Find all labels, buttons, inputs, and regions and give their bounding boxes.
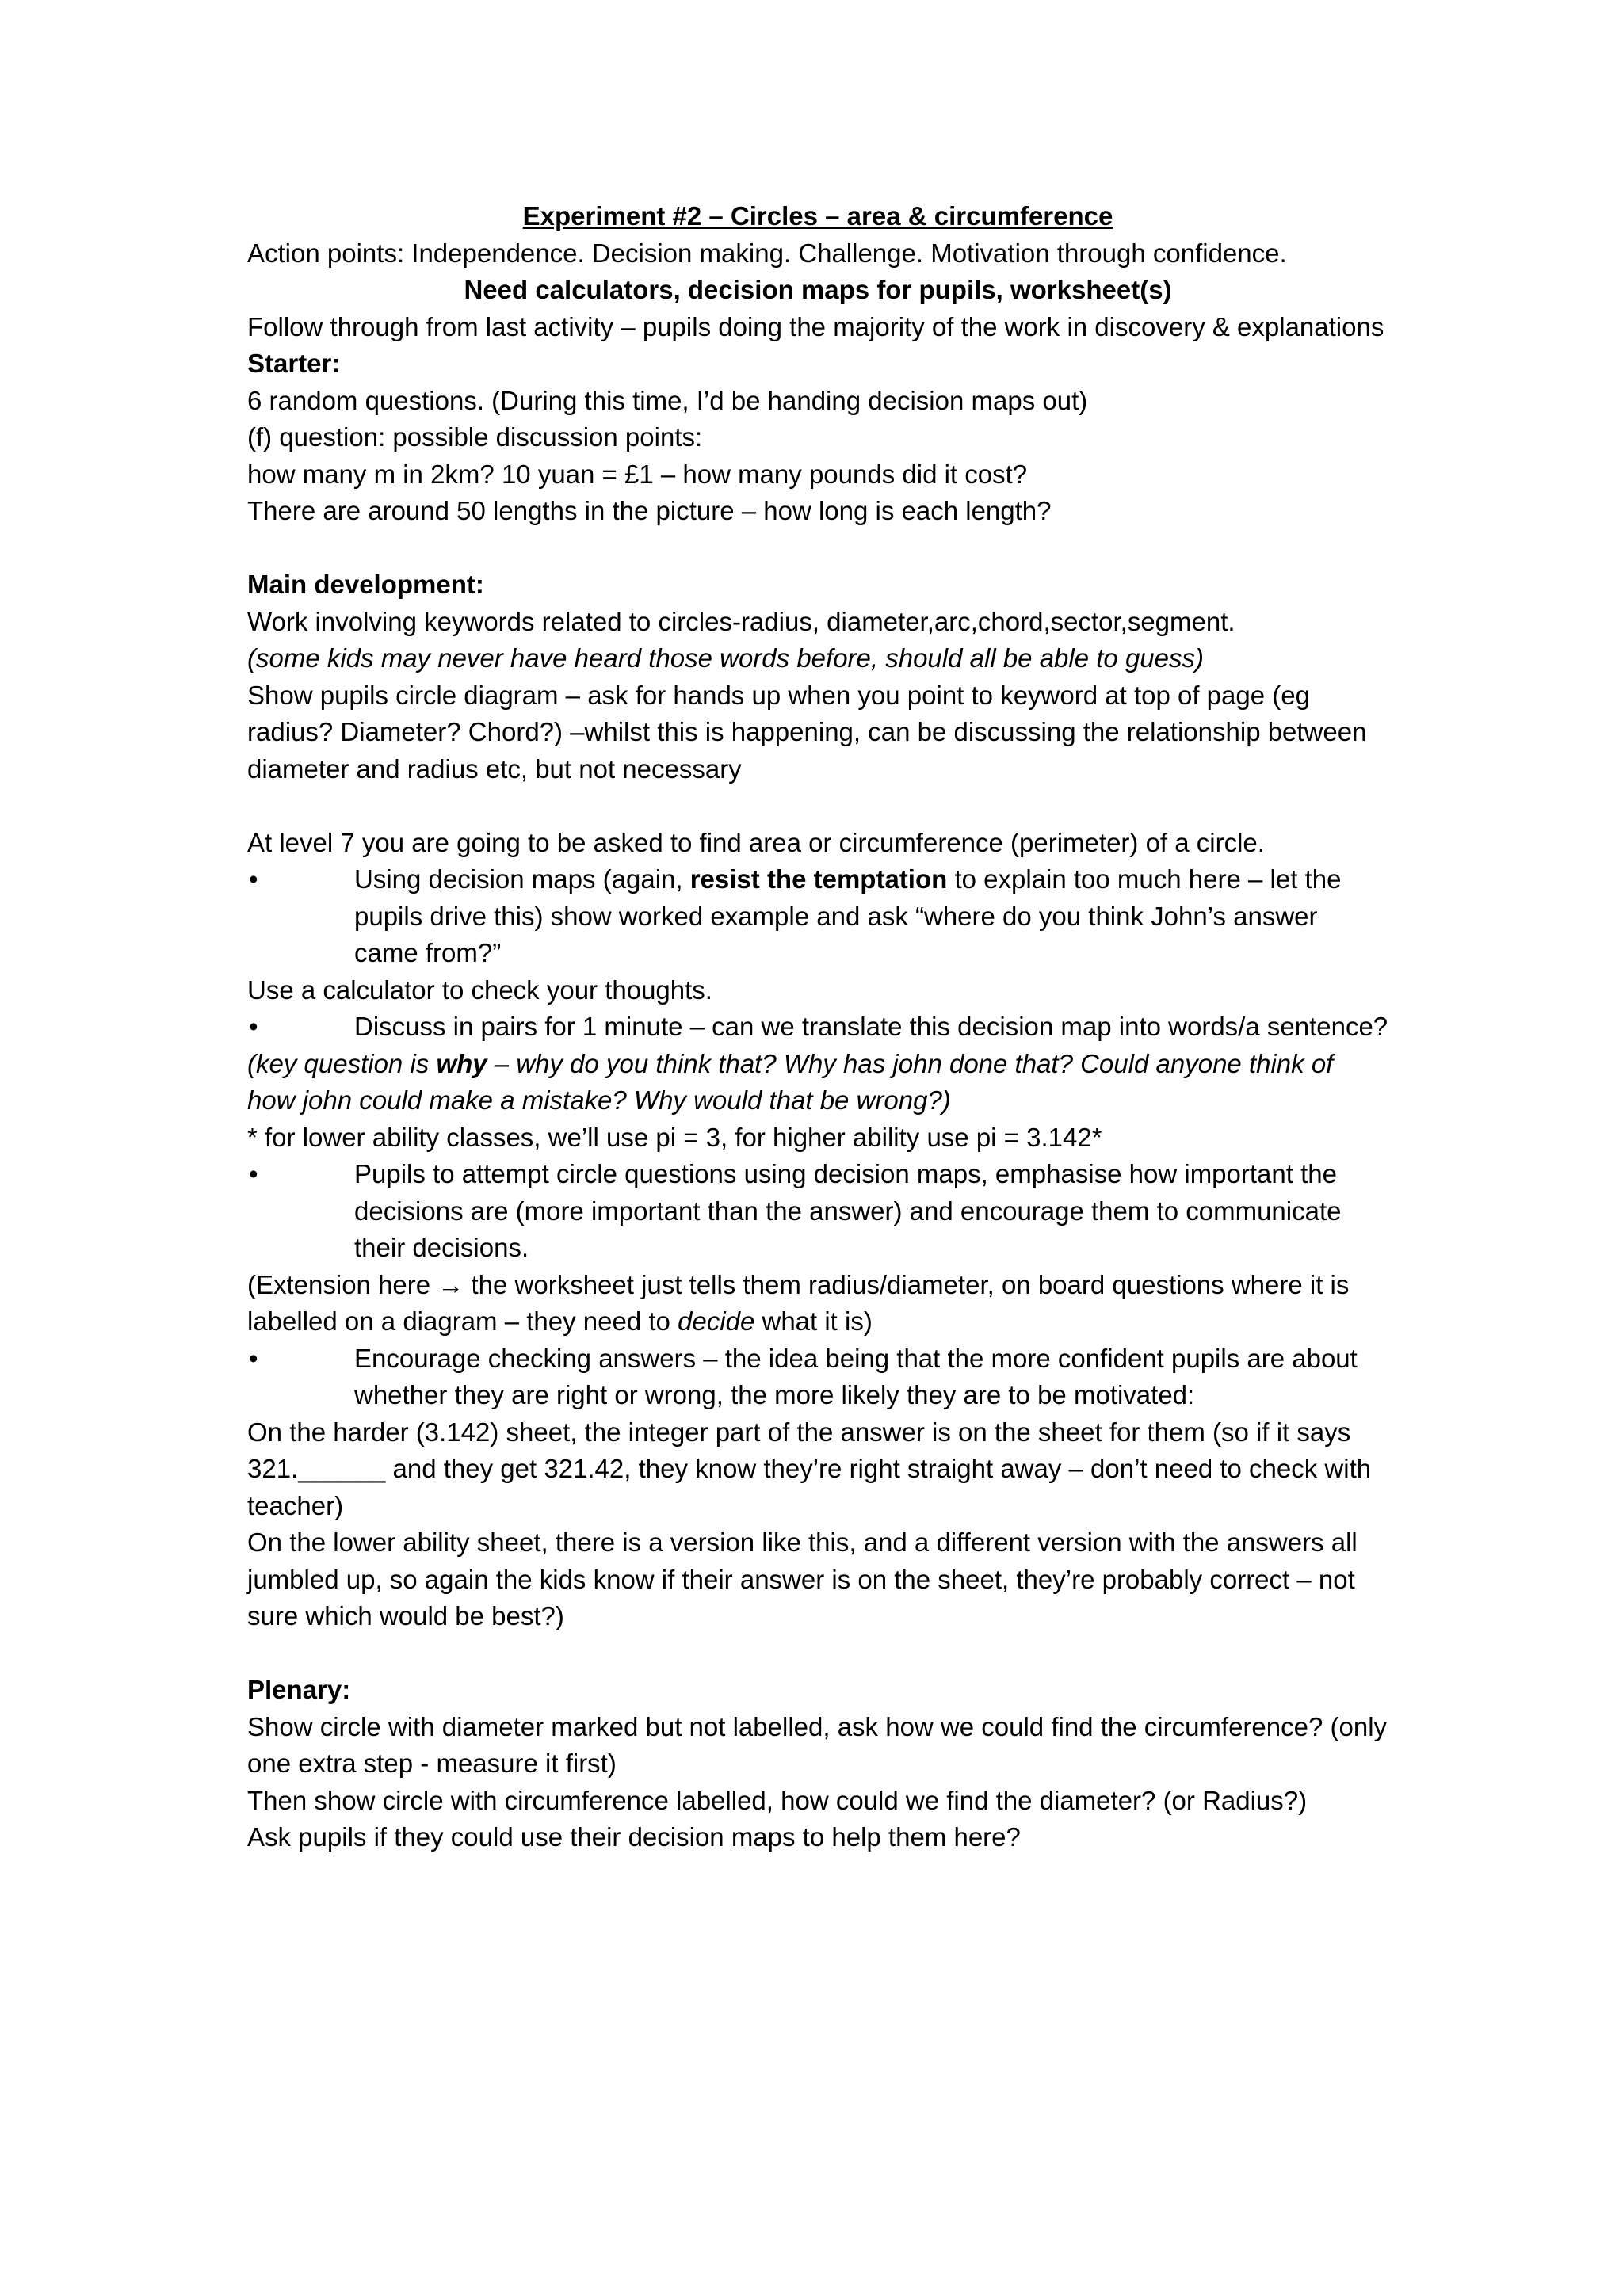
bullet-item	[247, 861, 1388, 972]
keywords-line: Work involving keywords related to circles-radius, diameter,arc,chord,sector,segment.	[247, 606, 1235, 636]
follow-through: Follow through from last activity – pupils doing the majority of the work in discovery & explanations	[247, 311, 1384, 341]
harder-sheet-paragraph: On the harder (3.142) sheet, the integer part of the answer is on the sheet for them (so if it says 321.______ and they get 321.42, they know they’re right straight away – don’t need to check with teacher)	[247, 1417, 1372, 1520]
plenary-line-3: Ask pupils if they could use their decision maps to help them here?	[247, 1822, 1021, 1852]
key-question	[247, 1046, 1388, 1119]
extension-text-b: the worksheet just tells them radius/diameter, on board questions where it is labelled on a diagram – they need to	[247, 1269, 1350, 1336]
extension-decide: decide	[678, 1306, 755, 1336]
bullet2-text: Discuss in pairs for 1 minute – can we translate this decision map into words/a sentence?	[354, 1012, 1388, 1041]
plenary-line-2: Then show circle with circumference labelled, how could we find the diameter? (or Radius?)	[247, 1785, 1308, 1815]
extension-text-c: what it is)	[754, 1306, 873, 1336]
bullet-icon: •	[249, 1012, 258, 1041]
starter-line-2: (f) question: possible discussion points:	[247, 422, 703, 452]
pi-note: * for lower ability classes, we’ll use pi = 3, for higher ability use pi = 3.142*	[247, 1122, 1102, 1152]
page-title: Experiment #2 – Circles – area & circumference	[522, 201, 1113, 231]
plenary-line-1: Show circle with diameter marked but not labelled, ask how we could find the circumference? (only one extra step - measure it first)	[247, 1711, 1388, 1778]
bullet-item	[247, 1156, 1388, 1267]
bullet4-text: Encourage checking answers – the idea being that the more confident pupils are about whether they are right or wrong, the more likely they are to be motivated:	[354, 1343, 1358, 1409]
key-question-b: – why do you think that? Why has john done that? Could anyone think of how john could make a mistake? Why would that be wrong?)	[247, 1048, 1334, 1115]
bullet1-text-b: to explain too much here – let the pupils drive this) show worked example and ask “where do you think John’s answer came from?”	[354, 864, 1342, 967]
document-page	[247, 198, 1388, 1856]
spacer	[247, 530, 1388, 567]
arrow-right-icon: →	[437, 1269, 464, 1299]
bullet3-text: Pupils to attempt circle questions using decision maps, emphasise how important the decisions are (more important than the answer) and encourage them to communicate their decisions.	[354, 1159, 1342, 1262]
starter-heading: Starter:	[247, 349, 341, 378]
extension-text-a: (Extension here	[247, 1269, 438, 1299]
show-diagram-paragraph: Show pupils circle diagram – ask for hands up when you point to keyword at top of page (eg radius? Diameter? Chord?) –whilst this is happening, can be discussing the relationship between diameter and radius etc, but not necessary	[247, 680, 1367, 784]
bullet-icon: •	[249, 1159, 258, 1188]
key-question-a: (key question is	[247, 1048, 437, 1078]
bullet-item	[247, 1341, 1388, 1414]
main-heading: Main development:	[247, 570, 484, 599]
spacer	[247, 1635, 1388, 1672]
calculator-line: Use a calculator to check your thoughts.	[247, 974, 712, 1005]
spacer	[247, 788, 1388, 825]
level7-line: At level 7 you are going to be asked to find area or circumference (perimeter) of a circle.	[247, 827, 1265, 857]
plenary-heading: Plenary:	[247, 1675, 351, 1704]
bullet-item	[247, 1009, 1388, 1046]
extension-line	[247, 1267, 1388, 1341]
lower-sheet-paragraph: On the lower ability sheet, there is a version like this, and a different version with the answers all jumbled up, so again the kids know if their answer is on the sheet, they’re probably correct – not sure which would be best?)	[247, 1527, 1358, 1630]
starter-line-1: 6 random questions. (During this time, I’d be handing decision maps out)	[247, 385, 1088, 415]
key-question-why: why	[436, 1048, 487, 1078]
bullet-icon: •	[249, 1343, 258, 1373]
keywords-note: (some kids may never have heard those words before, should all be able to guess)	[247, 643, 1204, 673]
bullet-icon: •	[249, 864, 258, 894]
needs-line: Need calculators, decision maps for pupils, worksheet(s)	[464, 275, 1172, 304]
action-points: Action points: Independence. Decision making. Challenge. Motivation through confidence.	[247, 238, 1287, 268]
starter-line-4: There are around 50 lengths in the picture – how long is each length?	[247, 496, 1052, 525]
bullet1-emphasis: resist the temptation	[689, 864, 948, 894]
bullet1-text-a: Using decision maps (again,	[354, 864, 690, 894]
starter-line-3: how many m in 2km? 10 yuan = £1 – how many pounds did it cost?	[247, 459, 1028, 489]
